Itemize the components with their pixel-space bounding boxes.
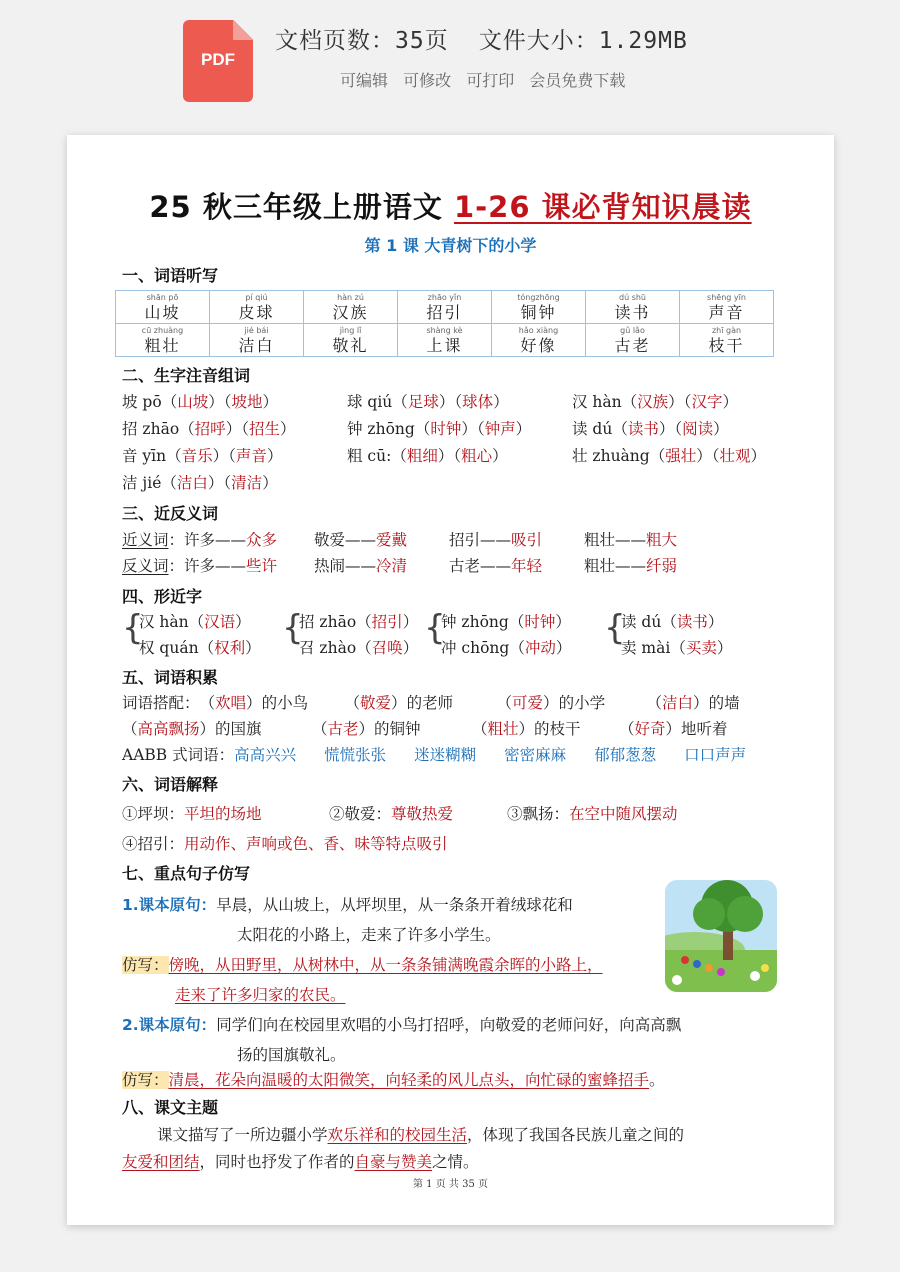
- char-row: 招 zhāo（招呼）（招生） 钟 zhōng（时钟）（钟声） 读 dú（读书）（阅读）: [122, 420, 729, 438]
- section-heading: 一、词语听写: [122, 266, 219, 285]
- word-cell: jìng lǐ 敬礼: [304, 324, 398, 357]
- word-cell: shēng yīn 声音: [680, 291, 774, 324]
- feature-item: 会员免费下载: [529, 71, 626, 90]
- word-cell: dú shū 读书: [586, 291, 680, 324]
- imitation-sentence: 仿写：傍晚，从田野里，从树林中，从一条条铺满晚霞余晖的小路上，: [122, 956, 603, 974]
- section-heading: 八、课文主题: [122, 1098, 219, 1117]
- word-cell: gǔ lǎo 古老: [586, 324, 680, 357]
- original-sentence: 扬的国旗敬礼。: [237, 1046, 346, 1064]
- document-page: [67, 135, 834, 1225]
- word-cell: shān pō 山坡: [116, 291, 210, 324]
- page-count: 文档页数：35页: [275, 28, 449, 54]
- theme-paragraph: 友爱和团结，同时也抒发了作者的自豪与赞美之情。: [122, 1153, 479, 1171]
- word-cell: shàng kè 上课: [398, 324, 492, 357]
- doc-info: [275, 22, 718, 55]
- original-sentence: 2.课本原句：同学们向在校园里欢唱的小鸟打招呼，向敬爱的老师问好，向高高飘: [122, 1016, 682, 1034]
- word-cell: jié bái 洁白: [210, 324, 304, 357]
- word-cell: hàn zú 汉族: [304, 291, 398, 324]
- theme-paragraph: 课文描写了一所边疆小学欢乐祥和的校园生活，体现了我国各民族儿童之间的: [157, 1126, 685, 1144]
- antonym-row: 反义词：许多——些许 热闹——冷清 古老——年轻 粗壮——纤弱: [122, 557, 678, 575]
- char-row: 音 yīn（音乐）（声音） 粗 cū:（粗细）（粗心） 壮 zhuàng（强壮）（壮观）: [122, 447, 767, 465]
- imitation-sentence: 走来了许多归家的农民。: [175, 986, 346, 1004]
- section-heading: 七、重点句子仿写: [122, 864, 251, 883]
- similar-row: 汉 hàn（汉语） 招 zhāo（招引） 钟 zhōng（时钟） 读 dú（读书）: [139, 613, 724, 631]
- feature-item: 可编辑: [340, 71, 389, 90]
- collocation-row: 词语搭配：（欢唱）的小鸟 （敬爱）的老师 （可爱）的小学 （洁白）的墙: [122, 694, 740, 712]
- char-row: 洁 jié（洁白）（清洁）: [122, 474, 278, 492]
- brace-icon: {: [122, 608, 144, 648]
- feature-list: [340, 68, 635, 91]
- title-highlight: 1-26 课必背知识晨读: [453, 190, 752, 224]
- original-sentence: 1.课本原句：早晨，从山坡上，从坪坝里，从一条条开着绒球花和: [122, 896, 573, 914]
- section-heading: 五、词语积累: [122, 668, 219, 687]
- imitation-sentence: 仿写：清晨，花朵向温暖的太阳微笑，向轻柔的风儿点头，向忙碌的蜜蜂招手。: [122, 1071, 665, 1089]
- char-row: 坡 pō（山坡）（坡地） 球 qiú（足球）（球体） 汉 hàn（汉族）（汉字）: [122, 393, 738, 411]
- word-cell: zhāo yǐn 招引: [398, 291, 492, 324]
- aabb-row: AABB 式词语：高高兴兴 慌慌张张 迷迷糊糊 密密麻麻 郁郁葱葱 口口声声: [122, 746, 747, 764]
- section-heading: 六、词语解释: [122, 775, 219, 794]
- word-cell: tóngzhōng 铜钟: [492, 291, 586, 324]
- section-heading: 三、近反义词: [122, 504, 219, 523]
- illustration-image: [665, 880, 777, 992]
- word-cell: cū zhuàng 粗壮: [116, 324, 210, 357]
- lesson-title: 第 1 课 大青树下的小学: [364, 236, 537, 255]
- synonym-row: 近义词：许多——众多 敬爱——爱戴 招引——吸引 粗壮——粗大: [122, 531, 678, 549]
- explain-row: ①坪坝：平坦的场地 ②敬爱：尊敬热爱 ③飘扬：在空中随风摆动: [122, 805, 678, 823]
- brace-icon: {: [424, 608, 446, 648]
- dictation-table: [115, 290, 774, 357]
- file-size: 文件大小：1.29MB: [478, 28, 688, 54]
- explain-row: ④招引：用动作、声响或色、香、味等特点吸引: [122, 835, 448, 853]
- word-cell: hǎo xiàng 好像: [492, 324, 586, 357]
- page-footer: 第 1 页 共 35 页: [413, 1179, 488, 1190]
- brace-icon: {: [282, 608, 304, 648]
- section-heading: 四、形近字: [122, 587, 203, 606]
- pdf-label: PDF: [201, 50, 235, 69]
- section-heading: 二、生字注音组词: [122, 366, 251, 385]
- word-cell: zhī gàn 枝干: [680, 324, 774, 357]
- similar-row: 权 quán（权利） 召 zhào（召唤） 冲 chōng（冲动） 卖 mài（买卖）: [139, 639, 733, 657]
- brace-icon: {: [604, 608, 626, 648]
- pdf-fold-icon: [233, 20, 253, 40]
- original-sentence: 太阳花的小路上，走来了许多小学生。: [237, 926, 501, 944]
- word-cell: pí qiú 皮球: [210, 291, 304, 324]
- collocation-row: （高高飘扬）的国旗 （古老）的铜钟 （粗壮）的枝干 （好奇）地听着: [122, 720, 728, 738]
- page-title: 25 秋三年级上册语文 1-26 课必背知识晨读: [149, 190, 752, 224]
- feature-item: 可打印: [466, 71, 515, 90]
- feature-item: 可修改: [403, 71, 452, 90]
